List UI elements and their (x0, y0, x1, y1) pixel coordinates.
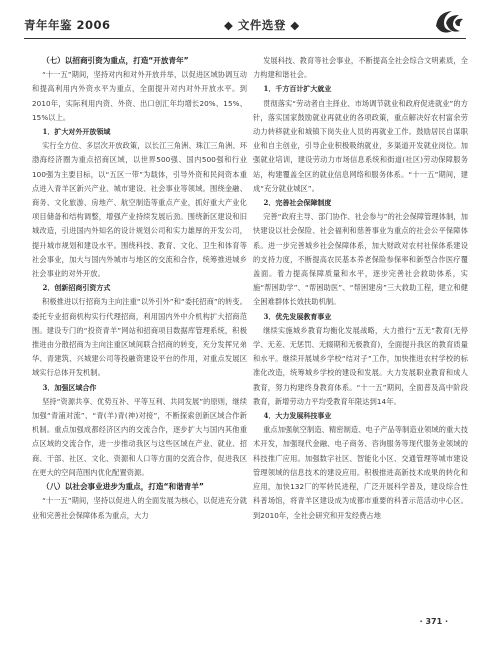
body-paragraph: 发展科技、教育等社会事业，不断提高全社会综合文明素质，全力构建和谐社会。 (253, 56, 468, 80)
left-column (32, 54, 247, 523)
subsection-heading: 2．完善社会保障制度 (263, 198, 332, 208)
yearbook-title: 青年年鉴 2006 (24, 18, 111, 32)
right-column (253, 54, 468, 523)
subsection-heading: 3．优先发展教育事业 (263, 311, 332, 321)
body-paragraph: 积极推进以行招商为主向注重“以外引外”和“委托招商”的转变。委托专业招商机构实行代理招商，利用国内外中介机构扩大招商范围。建设专门的“投资青羊”网站和招商项目数据库管理系统，积极推进由分散招商为主向注重区域间联合招商的转变，充分发挥兄弟华、青建筑、兴城建公司等投融资建设平台的作用，对重点发展区域实行总体开发机制。 (32, 297, 247, 378)
subsection-heading: 3．加强区域合作 (42, 382, 97, 392)
body-paragraph: 实行全方位、多层次开放政策，以长江三角洲、珠江三角洲、环渤海经济圈为重点招商区域，以世界500强、国内500强和行业100强为主要目标，以“五区一带”为载体，引导外资和民间资本重点进入青羊区新兴产业、城市建设、社会事业等领域。围绕金融、商务、文化旅游、房地产、航空制造等重点产业，抓好重大产业化项目储备和结构调整，增强产业持续发展后劲。围绕新区建设和旧城改造，引进国内外知名的设计规划公司和实力雄厚的开发公司，提升城市规划和建设水平。围绕科技、教育、文化、卫生和体育等社会事业，加大与国内外城市与地区的交流和合作，统筹推进城乡社会事业的对外开放。 (32, 141, 247, 279)
yearbook-logo-icon (432, 6, 466, 40)
section-heading: （八）以社会事业进步为重点，打造“和谐青羊” (42, 482, 204, 492)
subsection-heading: 4．大力发展科技事业 (263, 411, 332, 421)
body-paragraph: 完善“政府主导、部门协作、社会参与”的社会保障管理体制，加快建设以社会保险、社会福利和慈善事业为重点的社会公平保障体系。进一步完善城乡社会保障体系，加大财政对农村社保体系建设的支持力度，不断提高农民基本养老保险参保率和新型合作医疗覆盖面。着力提高保障质量和水平，逐步完善社会救助体系，实施“帮困助学”、“帮困助医”、“帮困建房”三大救助工程，建立和健全困难群体长效扶助机制。 (253, 212, 468, 307)
subsection-heading: 2．创新招商引资方式 (42, 283, 111, 293)
body-paragraph: 继续实施城乡教育均衡化发展战略，大力推行“五无”教育(无停学、无差、无惩罚、无辍期和无极教育)，全面提升我区的教育质量和水平。继续开展城乡学校“结对子”工作，加快推进农村学校的标准化改造，统筹城乡学校的建设和发展。大力发展职业教育和成人教育，努力构建终身教育体系。“十一五”期间，全面普及高中阶段教育，新增劳动力平均受教育年限达到14年。 (253, 325, 468, 406)
body-paragraph: 重点加强航空制造、精密制造、电子产品等制造业领域的重大技术开发，加强现代金融、电子商务、咨询服务等现代服务业领域的科技推广应用。加强数字社区、智能化小区、交通管理等城市建设管理领域的信息技术的建设应用。积极推进高新技术成果的转化和应用，加快132厂的军转民进程，广泛开展科学普及，建设综合性科普场馆，将青羊区建设成为成都市重要的科普示范活动中心区。到2010年，全社会研究和开发经费占地 (253, 425, 468, 520)
running-header (24, 8, 466, 39)
body-paragraph: 贯彻落实“劳动者自主择业、市场调节就业和政府促进就业”的方针，落实国家鼓励就业再就业的各项政策，重点解决好农村富余劳动力转移就业和城镇下岗失业人员的再就业工作。鼓励居民自谋职业和自主创业，引导企业积极吸纳就业，多渠道开发就业岗位。加强就业培训，建设劳动力市场信息系统和街道(社区)劳动保障服务站，构建覆盖全区的就业信息网络和服务体系。“十一五”期间，建成“充分就业城区”。 (253, 98, 468, 193)
subsection-heading: 1．千方百计扩大就业 (263, 84, 332, 94)
body-paragraph: “十一五”期间，坚持对内和对外开放并举，以促进区域协调互动和提高利用内外资水平为重点，全面提升对内对外开放水平。到2010年，实际利用内资、外资、出口创汇年均增长20%、15%、15%以上。 (32, 70, 247, 122)
body-paragraph: 坚持“资源共享、优势互补、平等互利、共同发展”的原则，继续加强“青浦对流”、“青(羊)青(神)对接”，不断探索创新区域合作新机制。重点加强成都经济区内的交流合作，逐步扩大与国内其他重点区域的交流合作，进一步推动我区与这些区域在产业、就业、招商、干部、社区、文化、资源和人口等方面的交流合作，促进我区在更大的空间范围内优化配置资源。 (32, 396, 247, 477)
body-paragraph: “十一五”期间，坚持以促进人的全面发展为核心，以促进充分就业和完善社会保障体系为重点，大力 (32, 496, 247, 520)
section-heading: （七）以招商引资为重点，打造“开放青年” (42, 56, 189, 65)
subsection-heading: 1．扩大对外开放领域 (42, 127, 111, 137)
page-number: · 371 · (419, 617, 448, 626)
section-title: ◆ 文件选登 ◆ (224, 18, 300, 32)
